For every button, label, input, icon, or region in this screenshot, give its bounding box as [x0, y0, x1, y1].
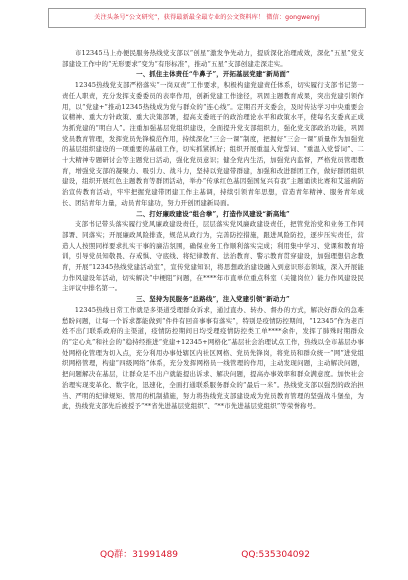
promo-banner [48, 8, 366, 28]
contact-footer [100, 548, 310, 562]
section-heading: 三、坚持为民服务“总路线”，注入党建引领“新动力” [136, 295, 290, 304]
intro-paragraph: 市12345马上办便民服务热线党支部以“创星”激发争先动力，提质深化治理成效，深化“五星”党支部建设工作中的“无形要求”变为“有形标准”，推动“五星”支部创建走深走实。 [62, 49, 364, 68]
section-heading: 二、打好廉政建设“组合拳”，打造作风建设“新高地” [136, 209, 290, 218]
promo-banner-text: 关注头条号“公文研究”，获得最新最全最专业的公文资料库！ 微信：gongwenyj [94, 14, 320, 21]
qq-number: QQ:535304092 [241, 550, 310, 560]
body-paragraph: 12345热线日常工作就是多渠道受理群众诉求，通过直办、转办、督办的方式，解决好群众的急难愁盼问题，让每一个诉求都能做到“件件有回音事事有落实”，特别是疫情防控期间，“12345”作为老百姓不出门联系政府的主渠道，疫情防控期间日均受理疫情防控类工单****余件，发挥了肺殊时期群众的“定心丸”和社会的“稳持经推进“党建+12345+网格化”基层社会治理试点工作，热线以全市基层办事处网格化管理为切入点，充分利用办事处辖区内社区网格、党员先锋岗，将党员和群众统一“网”进党组织网格管理，构建“四级网络”体系，充分发挥网格员一线管理的作用，主动发现问题，主动解决问题，把问题解决在基层，让群众足不出户就能提出诉求、解决问题，提高办事效率和群众满意度。加快社会治理实现变革化、数字化，迅速化，全面打通联系服务群众的“最后一米”。热线党支部以强烈的政治担当、严明的纪律规矩、管用的机制措施，努力将热线党支部建设成为党员教育管理的坚强战斗堡垒，为此，热线党支部先后被授予“**省先进基层党组织”、“**市先进基层党组织”等荣誉称号。 [62, 305, 364, 411]
body-paragraph: 支部书记带头落实履行党风廉政建设责任，层层落实党风廉政建设责任，把管党治党和业务工作同部署、同落实；开展廉政风险排查，规范从政行为，完善防控措施，跟进风险防控，逐步压实责任，营造人人按照同样要求扎实干事的廉洁氛围，确保业务工作顺利落实完成；利用集中学习、党课和教育培训，引导党员知敬畏、存戒惧、守底线、将纪律教育、法治教育、警示教育贯穿建设，加强理想信念教育，开展“12345热线党建活动室”，宣传党建知识，将思想政治建设融入到意识形态领域，深入开展能力作风建设年活动，切实解决“中梗阻”问题，在****年市直单位重点科室（关键岗位）能力作风建设民主评议中排名第一。 [62, 220, 364, 293]
qq-group-number: QQ群：31991489 [100, 550, 178, 560]
section-heading: 一、抓住主体责任“牛鼻子”，开拓基层党建“新局面” [136, 70, 290, 79]
document-body [62, 48, 364, 412]
body-paragraph: 12345热线党支部严格落实“一岗双责”工作要求，积极构建党建责任体系，切实履行支部书记第一责任人职责，充分发挥支委委员的表率作用，创新党建工作途径，巩固主题教育成果，突出党建引领作用，以“党建+”推动12345热线成为党与群众的“连心线”。定期召开支委会，及时传达学习中央重要会议精神、重大方针政策、重大决策部署，提高支委班子的政治理论水平和政策水平，使每名支委真正成为抓党建的“明白人”。注重加强基层党组织建设，全面提升党支部组织力，强化党支部政治功能，巩固党员教育管理，发挥党员先锋模范作用，持续深化“三会一课”制度，把握好“三会一课”质量作为加强党的基层组织建设的一项重要的基础工作，切实抓紧抓好；组织开展重温入党誓词、“重温入党誓词”、二十大精神专题研讨会等主题党日活动，强化党员意识；健全党内生活，加强党内监督，严格党员管理教育，增强党支部的凝聚力、吸引力、战斗力，坚持以党建带群建，加强和改进群团工作，做好群团组织建设，组织开展红色主题教育等群团活动，举办“传承红色基因强国复兴有我”主题诵读比赛和艾滋病防治宣传教育活动，牢牢把握党建带团建工作主基调，持续引领青年思想，营造青年精神、服务青年成长、团结青年力量，动员青年建功，努力开创团建新局面。 [62, 81, 364, 207]
